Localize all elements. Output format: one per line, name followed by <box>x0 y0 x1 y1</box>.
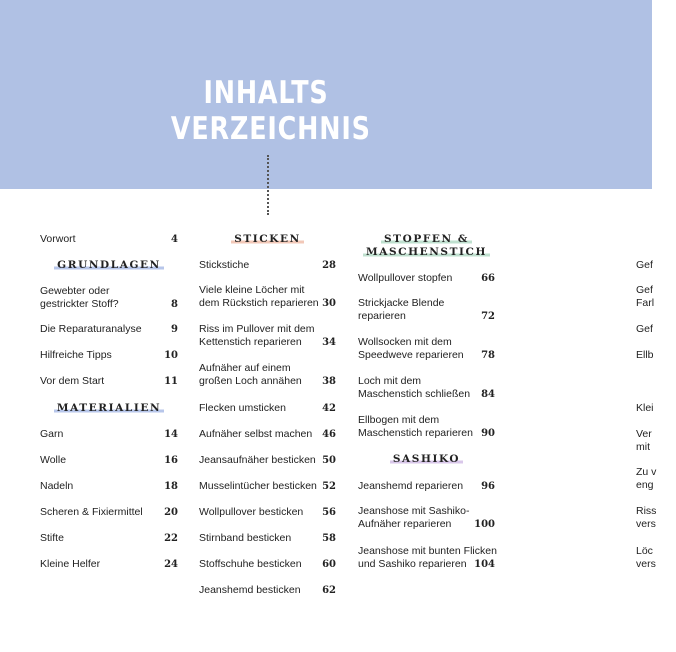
title-line-1: INHALTS <box>203 75 329 111</box>
entry-page: 30 <box>322 298 336 309</box>
toc-entry-truncated[interactable]: Löc vers <box>636 545 656 570</box>
section-heading-stopfen-text: STOPFEN & <box>381 233 472 245</box>
section-heading-sticken-text: STICKEN <box>231 233 304 245</box>
entry-page: 90 <box>481 428 495 439</box>
entry-title: Jeanshose mit Sashiko- Aufnäher reparieren <box>358 505 470 530</box>
section-heading-grundlagen <box>40 259 178 272</box>
entry-title: Flecken umsticken <box>199 402 286 414</box>
entry-page: 8 <box>171 299 178 310</box>
entry-page: 24 <box>164 559 178 570</box>
entry-page: 20 <box>164 507 178 518</box>
entry-title: Loch mit dem Maschenstich schließen <box>358 375 471 400</box>
entry-title: Nadeln <box>40 480 74 492</box>
entry-page: 11 <box>164 376 178 387</box>
entry-title: Ellbogen mit dem Maschenstich reparieren <box>358 414 473 439</box>
toc-entry-truncated[interactable]: Zu v eng <box>636 466 657 491</box>
toc-entry-truncated[interactable]: Riss vers <box>636 505 657 530</box>
entry-title: Riss im Pullover mit dem Kettenstich reparieren <box>199 323 315 348</box>
entry-page: 60 <box>322 559 336 570</box>
section-heading-sashiko <box>358 453 495 466</box>
entry-title: Vor dem Start <box>40 375 105 387</box>
entry-title: Jeanshemd reparieren <box>358 480 464 492</box>
entry-title: Stoffschuhe besticken <box>199 558 302 570</box>
entry-page: 104 <box>474 559 495 570</box>
entry-page: 100 <box>474 519 495 530</box>
entry-page: 62 <box>322 585 336 596</box>
section-heading-stopfen <box>358 233 495 259</box>
entry-page: 46 <box>322 429 336 440</box>
entry-page: 72 <box>481 311 495 322</box>
entry-title: Stirnband besticken <box>199 532 292 544</box>
entry-title: Jeanshose mit bunten Flicken und Sashiko reparieren <box>358 545 497 570</box>
entry-title: Aufnäher selbst machen <box>199 428 313 440</box>
section-heading-materialien <box>40 402 178 415</box>
section-heading-stopfen-text: MASCHENSTICH <box>363 246 490 258</box>
toc-entry-truncated[interactable]: Ver mit <box>636 428 652 453</box>
entry-page: 42 <box>322 403 336 414</box>
toc-entry-truncated[interactable]: Gef <box>636 323 653 335</box>
entry-page: 22 <box>164 533 178 544</box>
toc-entry-truncated[interactable]: Gef <box>636 259 653 271</box>
dotted-connector <box>267 155 269 215</box>
entry-title: Hilfreiche Tipps <box>40 349 112 361</box>
entry-page: 10 <box>164 350 178 361</box>
entry-page: 14 <box>164 429 178 440</box>
entry-page: 84 <box>481 389 495 400</box>
entry-title: Strickjacke Blende reparieren <box>358 297 445 322</box>
entry-title: Vorwort <box>40 233 76 245</box>
toc-entry-truncated[interactable]: Ellb <box>636 349 654 361</box>
entry-title: Viele kleine Löcher mit dem Rückstich reparieren <box>199 284 319 309</box>
section-heading-materialien-text: MATERIALIEN <box>54 402 164 414</box>
entry-title: Scheren & Fixiermittel <box>40 506 143 518</box>
entry-title: Musselintücher besticken <box>199 480 317 492</box>
entry-title: Jeansaufnäher besticken <box>199 454 316 466</box>
entry-title: Wollsocken mit dem Speedweve reparieren <box>358 336 464 361</box>
entry-page: 38 <box>322 376 336 387</box>
entry-page: 78 <box>481 350 495 361</box>
entry-page: 18 <box>164 481 178 492</box>
toc-entry-truncated[interactable]: Klei <box>636 402 654 414</box>
entry-page: 66 <box>481 273 495 284</box>
entry-title: Stickstiche <box>199 259 250 271</box>
entry-title: Gewebter oder gestrickter Stoff? <box>40 285 119 310</box>
page-title <box>170 75 371 147</box>
entry-title: Aufnäher auf einem großen Loch annähen <box>199 362 302 387</box>
section-heading-sticken <box>199 233 336 246</box>
entry-page: 9 <box>171 324 178 335</box>
entry-page: 16 <box>164 455 178 466</box>
section-heading-grundlagen-text: GRUNDLAGEN <box>54 259 164 271</box>
toc-entry-truncated[interactable]: Gef Farl <box>636 284 655 309</box>
entry-page: 56 <box>322 507 336 518</box>
entry-page: 4 <box>171 234 178 245</box>
title-line-2: VERZEICHNIS <box>170 111 371 147</box>
entry-page: 96 <box>481 481 495 492</box>
entry-page: 34 <box>322 337 336 348</box>
entry-title: Wollpullover besticken <box>199 506 304 518</box>
entry-title: Jeanshemd besticken <box>199 584 301 596</box>
entry-title: Kleine Helfer <box>40 558 101 570</box>
entry-page: 28 <box>322 260 336 271</box>
entry-page: 50 <box>322 455 336 466</box>
entry-title: Garn <box>40 428 64 440</box>
entry-page: 52 <box>322 481 336 492</box>
entry-title: Die Reparaturanalyse <box>40 323 142 335</box>
entry-title: Stifte <box>40 532 64 544</box>
entry-title: Wollpullover stopfen <box>358 272 453 284</box>
entry-page: 58 <box>322 533 336 544</box>
entry-title: Wolle <box>40 454 67 466</box>
section-heading-sashiko-text: SASHIKO <box>390 453 463 465</box>
